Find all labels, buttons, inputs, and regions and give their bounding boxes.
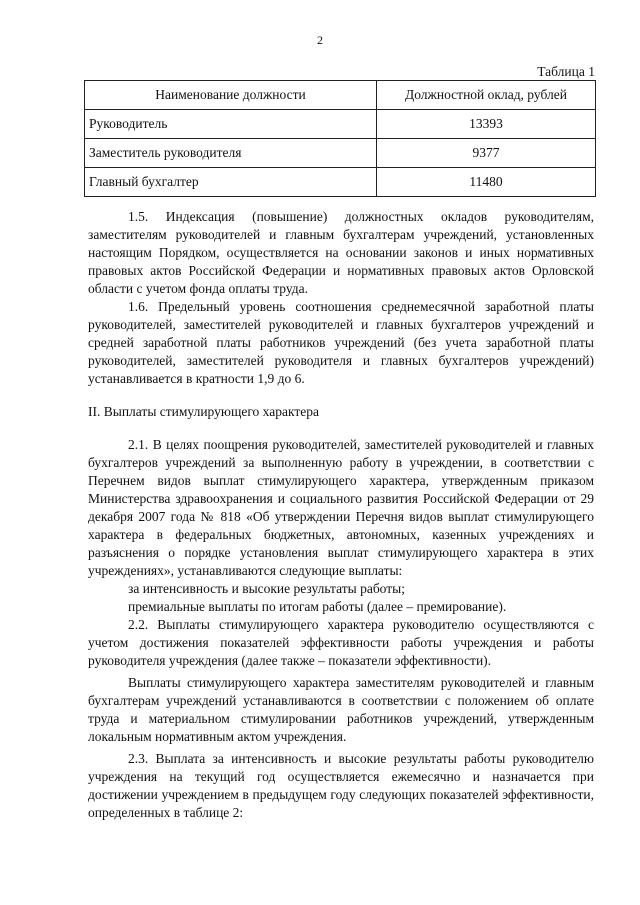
- paragraph-1-6: 1.6. Предельный уровень соотношения среднемесячной заработной платы руководителей, заместителей руководителей и главных бухгалтеров учреждений и средней заработной платы работников учреждений (без учета заработной платы руководителей, заместителей руководителя и главных бухгалтеров учреждений) устанавливается в кратности 1,9 до 6.: [88, 299, 594, 386]
- paragraph-1-5: 1.5. Индексация (повышение) должностных окладов руководителям, заместителям руководителей и главным бухгалтерам учреждений, установленных настоящим Порядком, осуществляется на основании законов и иных нормативных правовых актов Российской Федерации и нормативных правовых актов Орловской области с учетом фонда оплаты труда.: [88, 209, 594, 296]
- salary-table: [84, 80, 596, 197]
- paragraph-2-1: 2.1. В целях поощрения руководителей, заместителей руководителей и главных бухгалтеров учреждений за выполненную работу в учреждении, в соответствии с Перечнем видов выплат стимулирующего характера, утвержденным приказом Министерства здравоохранения и социального развития Российской Федерации от 29 декабря 2007 года № 818 «Об утверждении Перечня видов выплат стимулирующего характера в федеральных бюджетных, автономных, казенных учреждениях и разъяснения о порядке установления выплат стимулирующего характера в этих учреждениях», устанавливаются следующие выплаты:: [88, 437, 594, 578]
- paragraph-2-2: 2.2. Выплаты стимулирующего характера руководителю осуществляются с учетом достижения показателей эффективности работы учреждения и работы руководителя учреждения (далее также – показатели эффективности).: [88, 617, 594, 668]
- column-header-salary: Должностной оклад, рублей: [377, 81, 596, 110]
- list-item: за интенсивность и высокие результаты работы;: [128, 581, 405, 596]
- paragraph-2-2-continued: Выплаты стимулирующего характера заместителям руководителей и главным бухгалтерам учреждений устанавливаются в соответствии с положением об оплате труда и материальном стимулировании работников учреждений, утвержденным локальным нормативным актом учреждения.: [88, 675, 594, 744]
- table-header-row: [85, 81, 596, 110]
- table-row: [85, 110, 596, 139]
- section-heading: II. Выплаты стимулирующего характера: [88, 404, 319, 419]
- list-item: премиальные выплаты по итогам работы (далее – премирование).: [128, 599, 507, 614]
- cell-salary: 9377: [377, 139, 596, 168]
- table-caption: Таблица 1: [537, 64, 595, 79]
- table-row: [85, 168, 596, 197]
- cell-salary: 11480: [377, 168, 596, 197]
- paragraph-2-3: 2.3. Выплата за интенсивность и высокие результаты работы руководителю учреждения на текущий год осуществляется ежемесячно и назначается при достижении учреждением в предыдущем году следующих показателей эффективности, определенных в таблице 2:: [88, 751, 594, 820]
- cell-salary: 13393: [377, 110, 596, 139]
- cell-position: Главный бухгалтер: [85, 168, 377, 197]
- cell-position: Заместитель руководителя: [85, 139, 377, 168]
- cell-position: Руководитель: [85, 110, 377, 139]
- document-body: [88, 208, 594, 822]
- column-header-position: Наименование должности: [85, 81, 377, 110]
- table-row: [85, 139, 596, 168]
- page-number: 2: [317, 33, 323, 47]
